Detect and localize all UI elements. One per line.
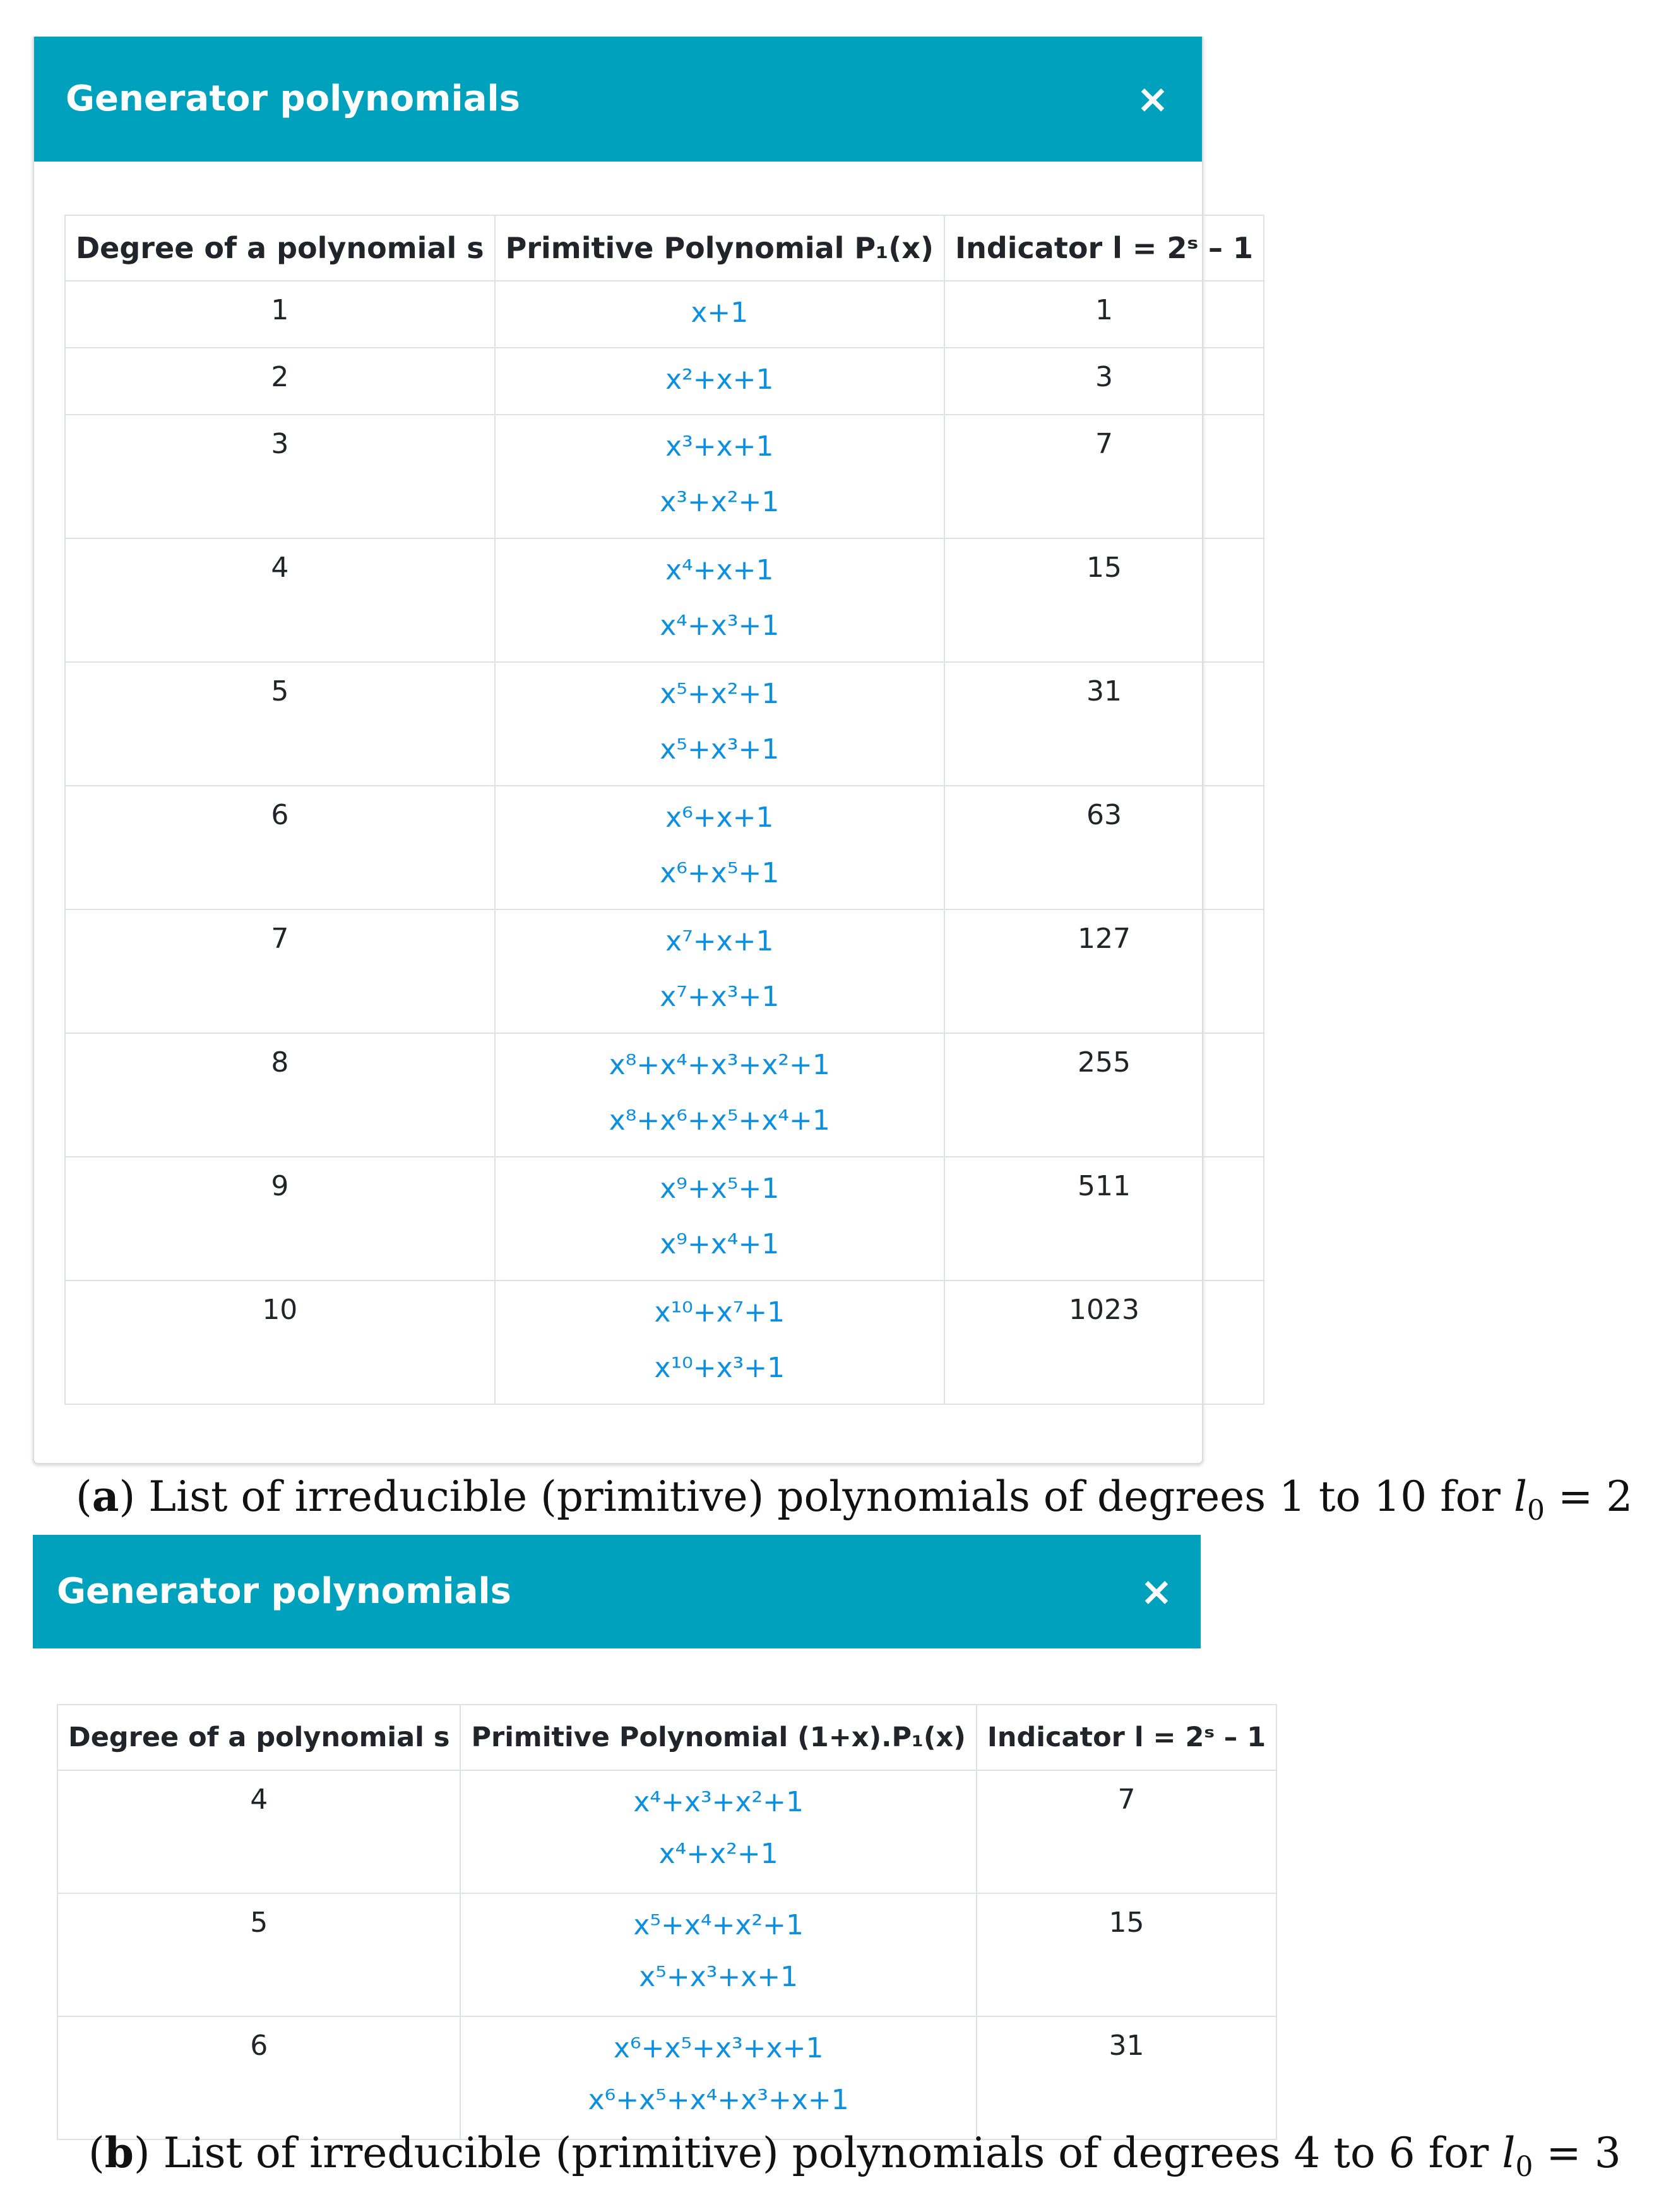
caption-text: List of irreducible (primitive) polynomials of degrees 4 to 6 for (150, 2129, 1502, 2177)
table-row (57, 2016, 1276, 2139)
polynomial-link[interactable]: x⁹+x⁵+1 (660, 1173, 780, 1205)
polynomial-link[interactable]: x⁴+x+1 (665, 554, 774, 586)
table-row (65, 281, 1264, 348)
modal-dialog-b (33, 1535, 1266, 2116)
polynomial-link[interactable]: x¹⁰+x⁷+1 (654, 1296, 785, 1328)
table-row (65, 662, 1264, 786)
column-header-degree: Degree of a polynomial s (57, 1705, 460, 1770)
polynomial-table (64, 215, 1264, 1405)
cell-indicator: 3 (944, 348, 1264, 415)
cell-degree: 4 (57, 1770, 460, 1893)
cell-degree: 6 (65, 786, 495, 909)
cell-polynomials (495, 1280, 944, 1404)
caption-label: a (92, 1472, 119, 1521)
table-row (57, 1770, 1276, 1893)
cell-indicator: 31 (944, 662, 1264, 786)
cell-polynomials (460, 1893, 976, 2016)
cell-indicator: 511 (944, 1157, 1264, 1280)
polynomial-link[interactable]: x⁴+x²+1 (658, 1838, 778, 1870)
table-header-row (57, 1705, 1276, 1770)
polynomial-link[interactable]: x⁹+x⁴+1 (660, 1228, 780, 1260)
cell-degree: 2 (65, 348, 495, 415)
polynomial-link[interactable]: x⁵+x²+1 (660, 678, 780, 710)
cell-polynomials (495, 1033, 944, 1157)
column-header-degree: Degree of a polynomial s (65, 215, 495, 281)
caption-b: (b) List of irreducible (primitive) polynomials of degrees 4 to 6 for $l_0 = 3$ (88, 2128, 1621, 2183)
table-row (57, 1893, 1276, 2016)
cell-indicator: 15 (944, 538, 1264, 662)
column-header-indicator: Indicator l = 2ˢ – 1 (977, 1705, 1276, 1770)
polynomial-link[interactable]: x⁴+x³+1 (660, 610, 780, 642)
polynomial-link[interactable]: x³+x+1 (665, 430, 774, 463)
cell-degree: 10 (65, 1280, 495, 1404)
cell-degree: 9 (65, 1157, 495, 1280)
cell-indicator: 7 (944, 415, 1264, 538)
cell-polynomials (495, 662, 944, 786)
polynomial-link[interactable]: x⁶+x+1 (665, 801, 774, 834)
cell-indicator: 7 (977, 1770, 1276, 1893)
polynomial-link[interactable]: x⁵+x³+1 (660, 733, 780, 766)
table-row (65, 415, 1264, 538)
polynomial-link[interactable]: x⁶+x⁵+x⁴+x³+x+1 (588, 2084, 849, 2116)
polynomial-link[interactable]: x⁷+x³+1 (660, 981, 780, 1013)
column-header-polynomial: Primitive Polynomial P₁(x) (495, 215, 944, 281)
caption-symbol: l (1502, 2129, 1516, 2177)
polynomial-link[interactable]: x⁸+x⁶+x⁵+x⁴+1 (609, 1104, 830, 1137)
table-body (57, 1770, 1276, 2139)
column-header-polynomial: Primitive Polynomial (1+x).P₁(x) (460, 1705, 976, 1770)
column-header-indicator: Indicator l = 2ˢ – 1 (944, 215, 1264, 281)
modal-title: Generator polynomials (66, 78, 521, 119)
cell-indicator: 1 (944, 281, 1264, 348)
modal-dialog-a (33, 37, 1254, 1464)
caption-a: (a) List of irreducible (primitive) polynomials of degrees 1 to 10 for $l_0 = 2$ (76, 1472, 1633, 1527)
modal-title: Generator polynomials (57, 1571, 512, 1612)
polynomial-link[interactable]: x³+x²+1 (660, 486, 780, 518)
polynomial-link[interactable]: x⁵+x⁴+x²+1 (633, 1909, 804, 1941)
cell-indicator: 31 (977, 2016, 1276, 2139)
caption-equals: = 3 (1533, 2129, 1621, 2177)
table-body (65, 281, 1264, 1404)
polynomial-link[interactable]: x⁸+x⁴+x³+x²+1 (609, 1049, 830, 1081)
table-row (65, 1280, 1264, 1404)
cell-degree: 5 (65, 662, 495, 786)
caption-equals: = 2 (1545, 1472, 1633, 1521)
table-row (65, 1157, 1264, 1280)
cell-degree: 5 (57, 1893, 460, 2016)
polynomial-link[interactable]: x⁶+x⁵+1 (660, 857, 780, 889)
polynomial-link[interactable]: x¹⁰+x³+1 (654, 1352, 785, 1384)
cell-indicator: 63 (944, 786, 1264, 909)
cell-degree: 1 (65, 281, 495, 348)
polynomial-table (57, 1704, 1277, 2140)
cell-degree: 3 (65, 415, 495, 538)
caption-symbol: l (1513, 1472, 1528, 1521)
polynomial-link[interactable]: x²+x+1 (665, 364, 774, 396)
cell-degree: 7 (65, 909, 495, 1033)
table-row (65, 909, 1264, 1033)
polynomial-link[interactable]: x⁶+x⁵+x³+x+1 (613, 2032, 824, 2064)
cell-polynomials (460, 1770, 976, 1893)
cell-indicator: 255 (944, 1033, 1264, 1157)
polynomial-link[interactable]: x⁷+x+1 (665, 925, 774, 957)
cell-polynomials (495, 538, 944, 662)
polynomial-link[interactable]: x+1 (691, 297, 749, 329)
polynomial-link[interactable]: x⁵+x³+x+1 (639, 1961, 799, 1993)
cell-indicator: 1023 (944, 1280, 1264, 1404)
caption-subscript: 0 (1527, 1494, 1545, 1527)
table-row (65, 786, 1264, 909)
cell-degree: 4 (65, 538, 495, 662)
cell-polynomials (495, 348, 944, 415)
cell-polynomials (495, 281, 944, 348)
cell-indicator: 15 (977, 1893, 1276, 2016)
cell-degree: 8 (65, 1033, 495, 1157)
caption-subscript: 0 (1515, 2151, 1533, 2183)
close-icon[interactable]: × (1136, 76, 1169, 122)
table-row (65, 1033, 1264, 1157)
modal-header (34, 37, 1202, 162)
table-row (65, 348, 1264, 415)
modal-header (33, 1535, 1201, 1648)
caption-text: List of irreducible (primitive) polynomials of degrees 1 to 10 for (135, 1472, 1514, 1521)
caption-label: b (104, 2128, 134, 2177)
cell-polynomials (495, 1157, 944, 1280)
table-row (65, 538, 1264, 662)
close-icon[interactable]: × (1140, 1568, 1173, 1614)
cell-indicator: 127 (944, 909, 1264, 1033)
cell-polynomials (495, 909, 944, 1033)
table-header-row (65, 215, 1264, 281)
cell-polynomials (460, 2016, 976, 2139)
cell-degree: 6 (57, 2016, 460, 2139)
cell-polynomials (495, 415, 944, 538)
cell-polynomials (495, 786, 944, 909)
polynomial-link[interactable]: x⁴+x³+x²+1 (633, 1786, 804, 1818)
